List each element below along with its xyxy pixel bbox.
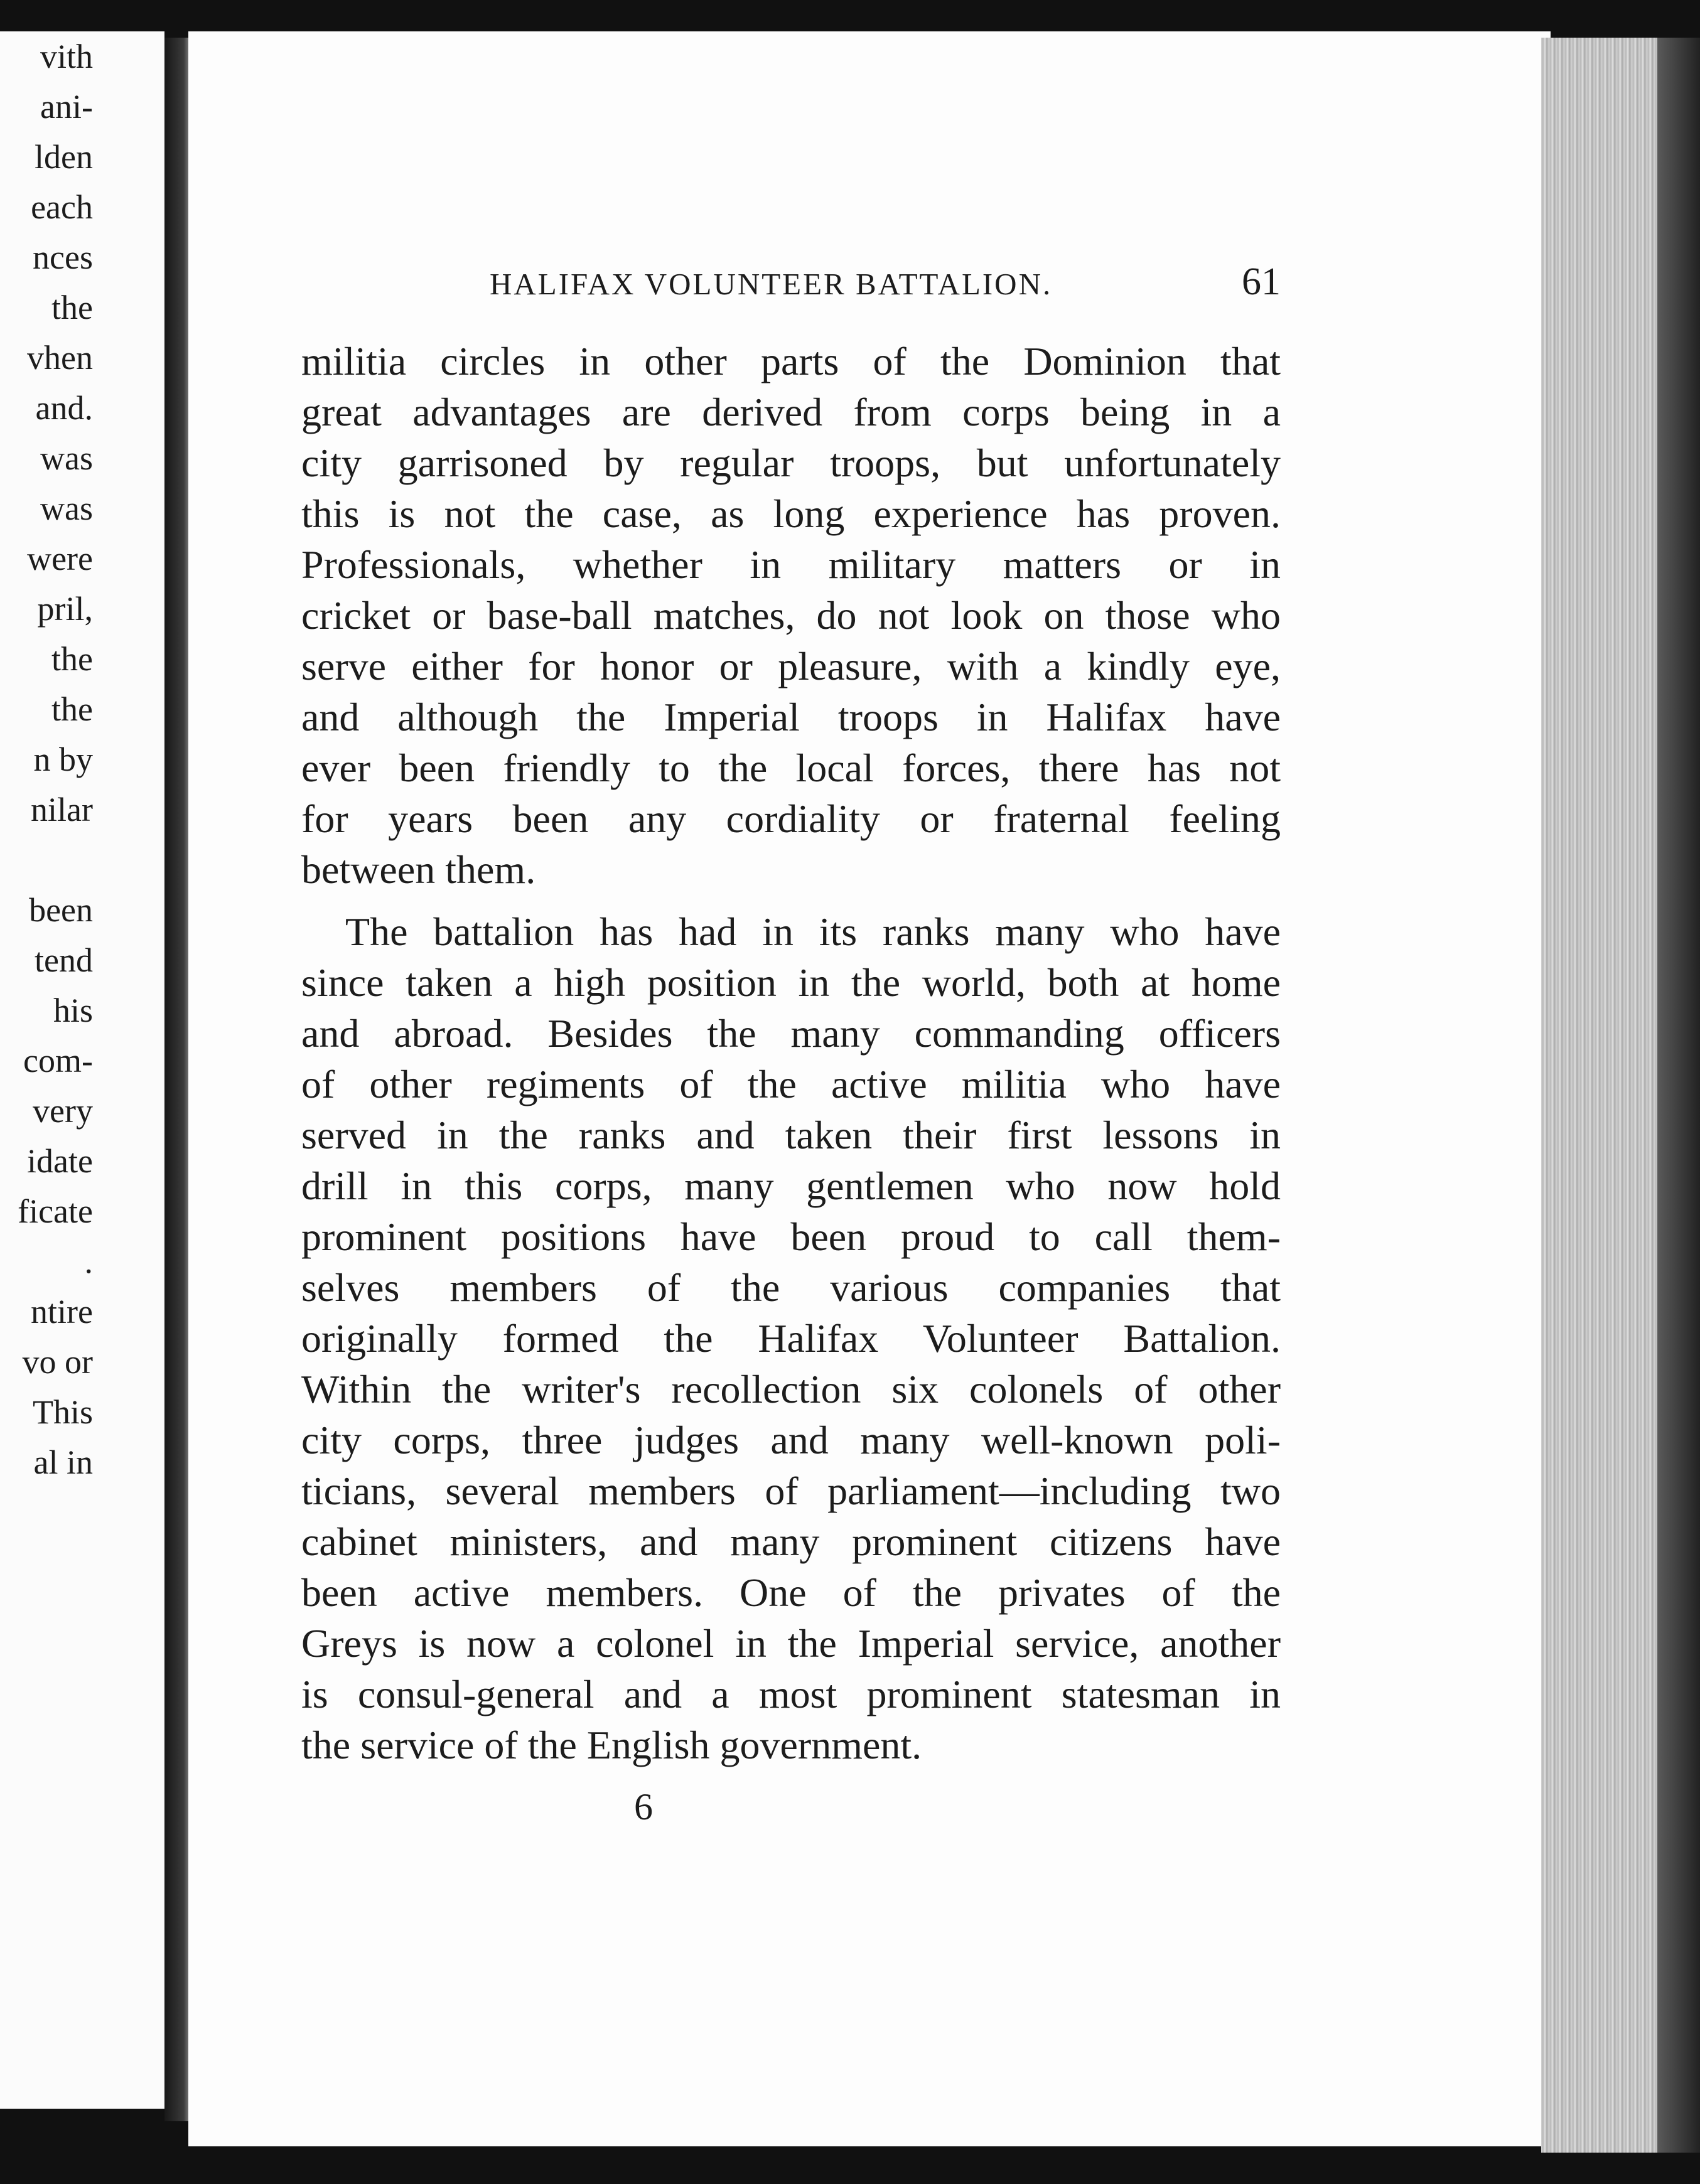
text-line: city garrisoned by regular troops, but unfortunately [301,441,1281,485]
previous-page-line: been [29,891,93,929]
previous-page-line: was [40,439,93,477]
text-line: served in the ranks and taken their first lessons in [301,1113,1281,1157]
previous-page-line: nilar [31,791,93,828]
text-line: ever been friendly to the local forces, there has not [301,746,1281,790]
previous-page-line: This [32,1393,93,1431]
page-number: 61 [1242,260,1281,303]
text-line: cricket or base-ball matches, do not look on those who [301,593,1281,638]
previous-page-line: ani- [40,88,93,126]
previous-page-line [0,835,93,885]
signature-mark: 6 [634,1786,653,1828]
previous-page [0,31,164,2109]
running-head [301,257,1281,308]
previous-page-line: ficate [18,1192,93,1230]
paragraph [301,336,1281,895]
text-line: drill in this corps, many gentlemen who now hold [301,1164,1281,1208]
text-line: militia circles in other parts of the Dominion that [301,339,1281,383]
previous-page-line: were [27,540,93,577]
text-line: been active members. One of the privates of the [301,1570,1281,1615]
paragraph [301,906,1281,1770]
text-line: cabinet ministers, and many prominent citizens have [301,1519,1281,1564]
previous-page-line: tend [35,941,93,979]
text-line: and abroad. Besides the many commanding officers [301,1011,1281,1056]
previous-page-line: nces [33,238,93,276]
previous-page-line: the [51,640,93,678]
text-line: city corps, three judges and many well-known poli- [301,1418,1281,1462]
body-text [301,336,1281,1770]
text-line: Within the writer's recollection six colonels of other [301,1367,1281,1411]
previous-page-line: pril, [37,590,93,628]
previous-page-line: vith [40,38,93,75]
text-line: selves members of the various companies that [301,1265,1281,1310]
previous-page-line: com- [23,1042,93,1079]
text-line: Professionals, whether in military matters or in [301,542,1281,587]
text-line: the service of the English government. [301,1723,922,1767]
text-line: ticians, several members of parliament—including two [301,1469,1281,1513]
previous-page-line: vo or [22,1343,93,1381]
text-line: prominent positions have been proud to call them- [301,1214,1281,1259]
previous-page-line: was [40,490,93,527]
text-line: since taken a high position in the world, both at home [301,960,1281,1005]
text-line: Greys is now a colonel in the Imperial service, another [301,1621,1281,1666]
text-line: of other regiments of the active militia who have [301,1062,1281,1106]
page-edges-shadow [1657,38,1700,2153]
previous-page-line: al in [33,1443,93,1481]
previous-page-line: very [33,1092,93,1130]
previous-page-line: his [53,992,93,1029]
previous-page-line: the [51,289,93,326]
previous-page-line: lden [35,138,93,176]
previous-page-line: . [84,1243,93,1280]
text-line: great advantages are derived from corps being in a [301,390,1281,434]
text-line: for years been any cordiality or fraternal feeling [301,796,1281,841]
text-line: this is not the case, as long experience has proven. [301,491,1281,536]
page-edges [1541,38,1667,2153]
previous-page-line: and. [35,389,93,427]
text-line: serve either for honor or pleasure, with a kindly eye, [301,644,1281,688]
text-line: and although the Imperial troops in Halifax have [301,695,1281,739]
text-line: The battalion has had in its ranks many who have [345,909,1281,954]
running-title: HALIFAX VOLUNTEER BATTALION. [490,267,1053,301]
text-line: between them. [301,847,536,892]
previous-page-line: vhen [27,339,93,377]
previous-page-text [0,31,93,1487]
previous-page-line: the [51,690,93,728]
text-line: originally formed the Halifax Volunteer Battalion. [301,1316,1281,1361]
text-line: is consul-general and a most prominent statesman in [301,1672,1281,1716]
previous-page-line: idate [27,1142,93,1180]
previous-page-line: each [31,188,93,226]
previous-page-line: n by [33,741,93,778]
previous-page-line: ntire [31,1293,93,1330]
